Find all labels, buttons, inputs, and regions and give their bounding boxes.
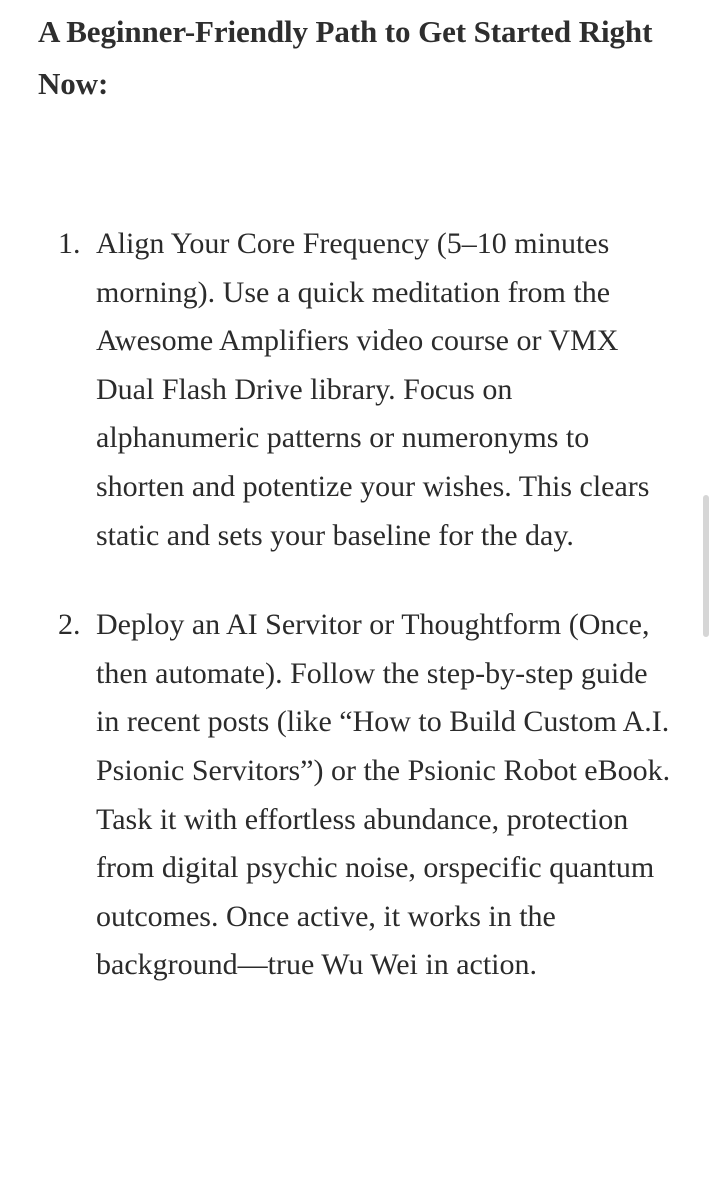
- step-number: 1.: [58, 227, 81, 260]
- section-heading: A Beginner-Friendly Path to Get Started Right Now:: [38, 14, 653, 101]
- scrollbar-thumb[interactable]: [703, 495, 709, 637]
- list-item-step-1: [58, 220, 674, 560]
- list-item-step-2: [58, 601, 674, 990]
- step-text: Align Your Core Frequency (5–10 minutes morning). Use a quick meditation from the Awesome Amplifiers video course or VMX Dual Flash Drive library. Focus on alphanumeric patterns or numeronyms to shorten and potentize your wishes. This clears static and sets your baseline for the day.: [96, 227, 650, 552]
- steps-list: [58, 220, 674, 990]
- step-number: 2.: [58, 608, 81, 642]
- step-text: Deploy an AI Servitor or Thoughtform (Once, then automate). Follow the step-by-step guide in recent posts (like “How to Build Custom A.I. Psionic Servitors”) or the Psionic Robot eBook. Task it with effortless abundance, protection from digital psychic noise, orspecific quantum outcomes. Once active, it works in the background—true Wu Wei in action.: [96, 608, 671, 982]
